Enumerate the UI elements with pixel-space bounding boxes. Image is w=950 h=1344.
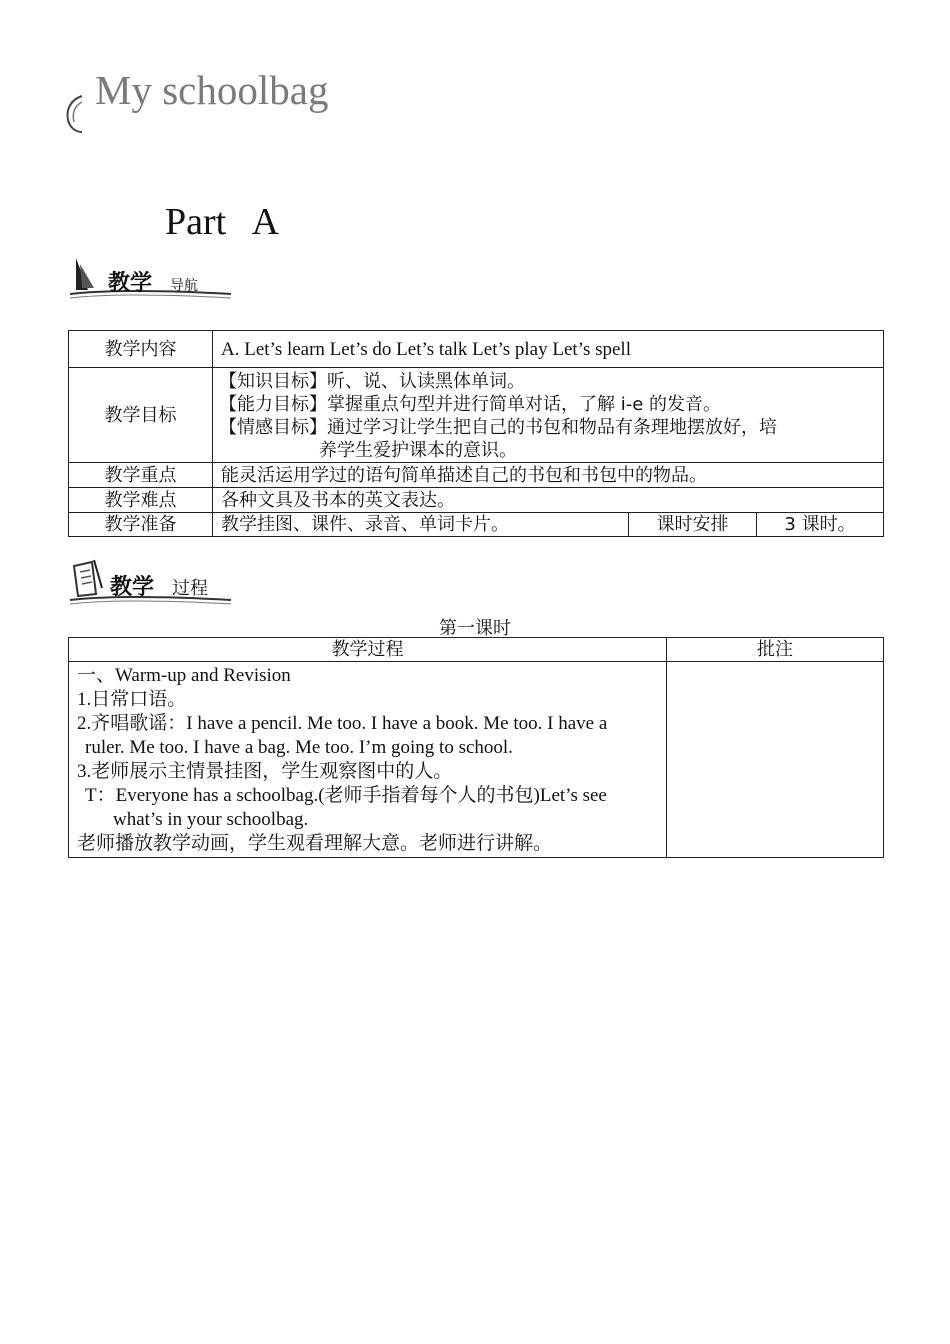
content-label: 教学内容 bbox=[69, 331, 213, 368]
preparation-value: 教学挂图、课件、录音、单词卡片。 bbox=[213, 513, 629, 537]
difficulty-value: 各种文具及书本的英文表达。 bbox=[213, 488, 884, 513]
lesson-heading: 第一课时 bbox=[439, 618, 511, 639]
process-line: 3.老师展示主情景挂图，学生观察图中的人。 bbox=[77, 761, 453, 782]
lesson-info-table bbox=[68, 330, 884, 537]
teaching-process-logo bbox=[66, 558, 236, 608]
process-column-header: 教学过程 bbox=[69, 638, 667, 662]
preparation-label: 教学准备 bbox=[69, 513, 213, 537]
key-points-value: 能灵活运用学过的语句简单描述自己的书包和书包中的物品。 bbox=[213, 463, 884, 488]
process-content bbox=[69, 662, 667, 858]
logo2-big-text: 教学 bbox=[110, 575, 155, 600]
lesson-process-table bbox=[68, 637, 884, 858]
process-line: 一、Warm-up and Revision bbox=[77, 665, 291, 686]
process-line: 2.齐唱歌谣：I have a pencil. Me too. I have a book. Me too. I have a bbox=[77, 713, 608, 734]
process-line: 1.日常口语。 bbox=[77, 689, 187, 710]
schedule-label: 课时安排 bbox=[629, 513, 757, 537]
goal-emotion: 【情感目标】通过学习让学生把自己的书包和物品有条理地摆放好，培 bbox=[219, 417, 777, 438]
goals-cell bbox=[213, 368, 884, 463]
process-line: what’s in your schoolbag. bbox=[113, 809, 309, 830]
notes-column-header: 批注 bbox=[667, 638, 884, 662]
teaching-guide-logo bbox=[66, 254, 236, 304]
logo1-small-text: 导航 bbox=[170, 278, 198, 294]
schedule-value: 3 课时。 bbox=[757, 513, 884, 537]
content-value: A. Let’s learn Let’s do Let’s talk Let’s play Let’s spell bbox=[213, 331, 884, 368]
difficulty-label: 教学难点 bbox=[69, 488, 213, 513]
goal-emotion-continued: 养学生爱护课本的意识。 bbox=[319, 440, 517, 461]
table-row bbox=[69, 662, 884, 858]
table-header-row bbox=[69, 638, 884, 662]
title-swirl-icon bbox=[64, 94, 86, 134]
table-row bbox=[69, 368, 884, 463]
goal-ability: 【能力目标】掌握重点句型并进行简单对话，了解 i-e 的发音。 bbox=[219, 394, 722, 415]
process-line: 老师播放教学动画，学生观看理解大意。老师进行讲解。 bbox=[77, 833, 553, 854]
table-row bbox=[69, 463, 884, 488]
logo1-big-text: 教学 bbox=[108, 271, 153, 296]
logo2-small-text: 过程 bbox=[172, 578, 208, 599]
process-line: ruler. Me too. I have a bag. Me too. I’m going to school. bbox=[85, 737, 513, 758]
table-row bbox=[69, 331, 884, 368]
table-row bbox=[69, 488, 884, 513]
part-heading: Part A bbox=[165, 201, 280, 243]
process-line: T：Everyone has a schoolbag.(老师手指着每个人的书包)Let’s see bbox=[85, 785, 607, 806]
goal-knowledge: 【知识目标】听、说、认读黑体单词。 bbox=[219, 371, 525, 392]
notes-cell bbox=[667, 662, 884, 858]
key-points-label: 教学重点 bbox=[69, 463, 213, 488]
goals-label: 教学目标 bbox=[69, 368, 213, 463]
table-row bbox=[69, 513, 884, 537]
page-title: My schoolbag bbox=[95, 67, 329, 113]
